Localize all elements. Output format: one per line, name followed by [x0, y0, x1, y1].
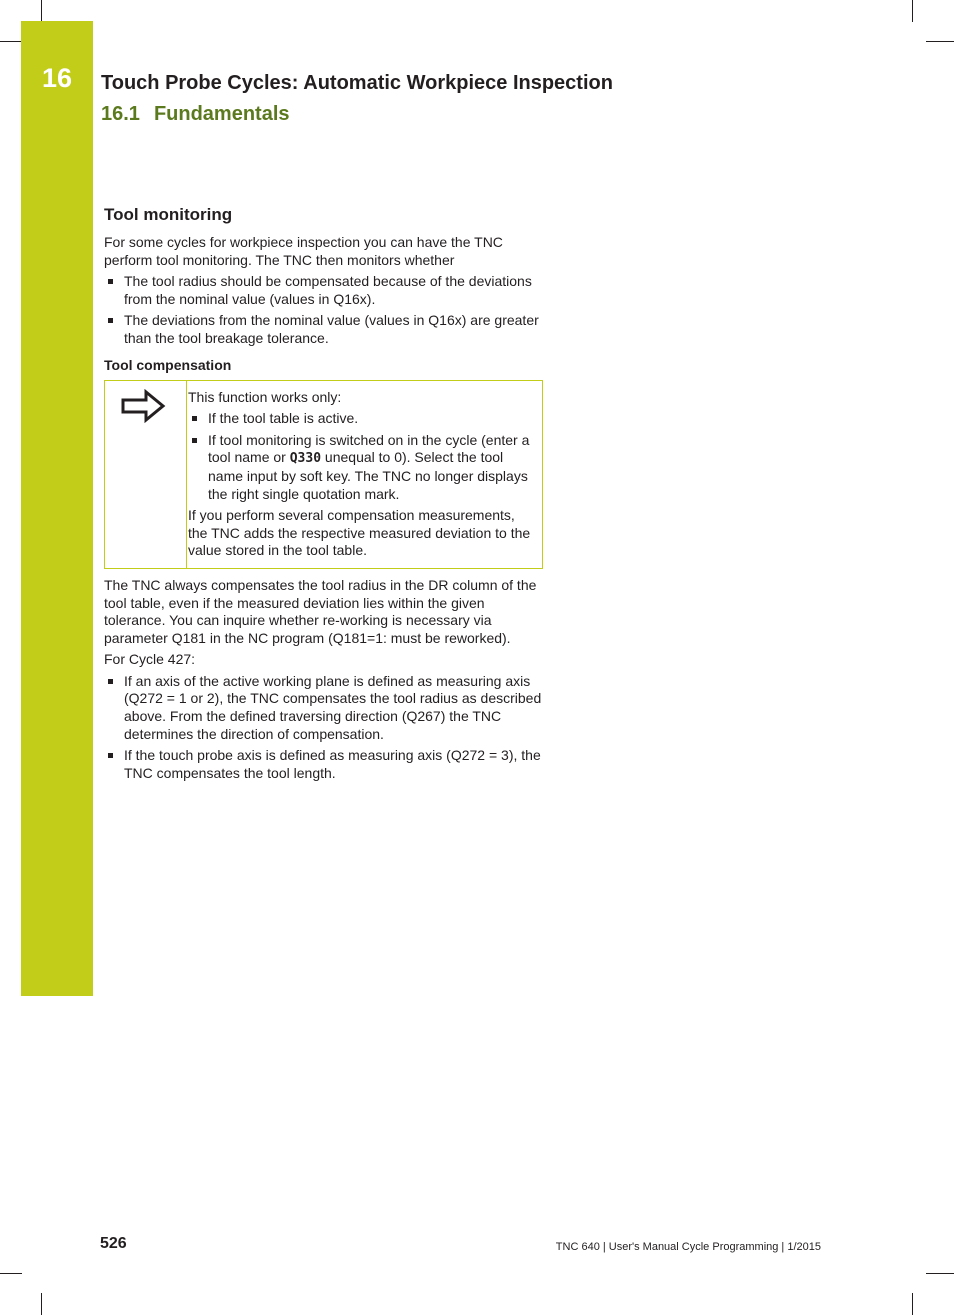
crop-mark [926, 1273, 954, 1274]
list-item: If an axis of the active working plane is defined as measuring axis (Q272 = 1 or 2), the TNC compensates the tool radius as described above. From the defined traversing direction (Q267) the TNC determines the direction of compensation. [104, 673, 544, 743]
tool-monitoring-heading: Tool monitoring [104, 205, 233, 224]
crop-mark [0, 1273, 22, 1274]
note-icon-cell [104, 381, 187, 568]
crop-mark [912, 1293, 913, 1315]
page-number: 526 [100, 1235, 127, 1252]
section-number: 16.1 [101, 103, 140, 125]
note-bullet-text: unequal to 0). Select the tool name input by soft key. The TNC no longer displays the right single quotation mark. [208, 449, 528, 502]
section-title [101, 103, 290, 126]
tool-compensation-paragraph: The TNC always compensates the tool radius in the DR column of the tool table, even if the measured deviation lies within the given tolerance. You can inquire whether re-working is necessary via parameter Q181 in the NC program (Q181=1: must be reworked). [104, 576, 537, 646]
cycle-intro: For Cycle 427: [104, 651, 196, 668]
chapter-sidebar [21, 21, 93, 996]
crop-mark [0, 41, 22, 42]
section-name: Fundamentals [153, 103, 290, 125]
list-item: The deviations from the nominal value (values in Q16x) are greater than the tool breakage tolerance. [104, 312, 544, 347]
note-box [104, 380, 543, 569]
parameter-q330: Q330 [289, 451, 322, 467]
crop-mark [926, 41, 954, 42]
tool-monitoring-list [104, 273, 544, 347]
list-item [188, 432, 534, 503]
tool-monitoring-intro: For some cycles for workpiece inspection you can have the TNC perform tool monitoring. The TNC then monitors whether [104, 234, 503, 268]
note-intro: This function works only: [188, 388, 342, 405]
note-list [188, 410, 534, 503]
cycle-list [104, 673, 544, 783]
tool-compensation-heading: Tool compensation [104, 356, 232, 373]
list-item: If the touch probe axis is defined as measuring axis (Q272 = 3), the TNC compensates the tool length. [104, 747, 544, 782]
crop-mark [41, 0, 42, 22]
chapter-title: Touch Probe Cycles: Automatic Workpiece Inspection [101, 72, 613, 94]
note-text [187, 381, 543, 568]
arrow-right-icon [120, 389, 166, 423]
crop-mark [912, 0, 913, 22]
crop-mark [41, 1293, 42, 1315]
main-content [104, 205, 544, 786]
footer-text: TNC 640 | User's Manual Cycle Programming | 1/2015 [555, 1241, 821, 1253]
note-closing: If you perform several compensation measurements, the TNC adds the respective measured deviation to the value stored in the tool table. [188, 507, 531, 559]
note-bullet-text: If tool monitoring is switched on in the cycle (enter a tool name or [208, 431, 530, 466]
list-item: If the tool table is active. [188, 410, 534, 428]
chapter-number: 16 [41, 63, 73, 93]
list-item: The tool radius should be compensated because of the deviations from the nominal value (values in Q16x). [104, 273, 544, 308]
